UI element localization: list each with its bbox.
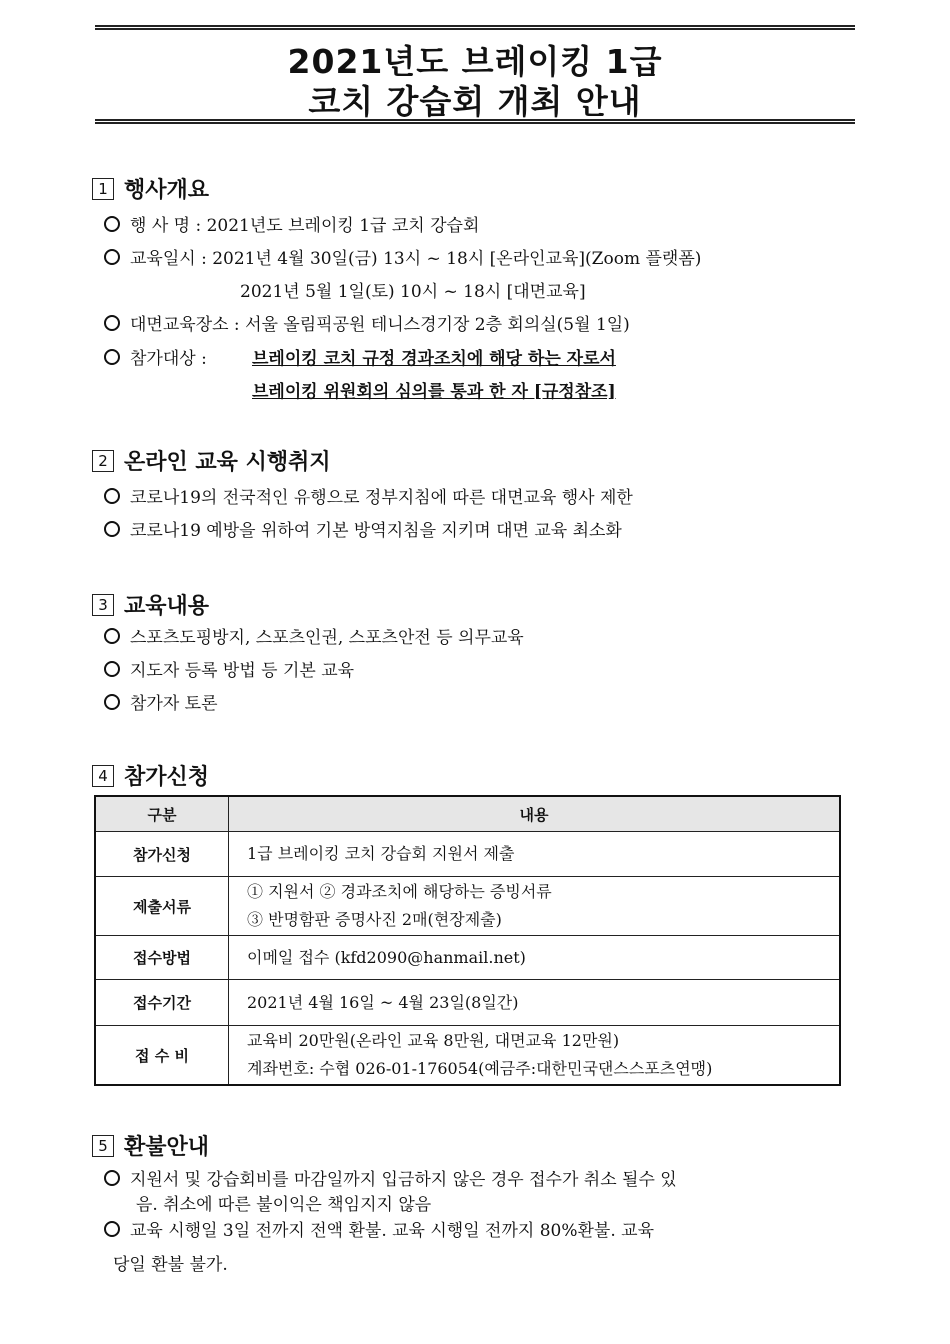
refund-item-1: 지원서 및 강습회비를 마감일까지 입금하지 않은 경우 접수가 취소 될수 있 [104, 1165, 677, 1190]
list-item: 코로나19 예방을 위하여 기본 방역지침을 지키며 대면 교육 최소화 [104, 516, 622, 541]
page-title-line2: 코치 강습회 개최 안내 [308, 82, 642, 121]
table-row [95, 936, 840, 980]
page-title-line1: 2021년도 브레이킹 1급 [287, 42, 663, 81]
table-cell-value: ① 지원서 ② 경과조치에 해당하는 증빙서류 ③ 반명함판 증명사진 2매(현장제출) [229, 877, 841, 936]
circle-bullet-icon [104, 1221, 120, 1237]
section3-heading [92, 589, 209, 620]
refund-item-2-cont: 당일 환불 불가. [113, 1255, 228, 1275]
event-name-line: 행 사 명 : 2021년도 브레이킹 1급 코치 강습회 [104, 211, 479, 236]
section5-title: 환불안내 [124, 1135, 210, 1160]
table-cell-key: 제출서류 [95, 877, 229, 936]
circle-bullet-icon [104, 349, 120, 365]
list-item: 참가자 토론 [104, 689, 218, 714]
refund-item-2: 교육 시행일 3일 전까지 전액 환불. 교육 시행일 전까지 80%환불. 교육 [104, 1216, 654, 1241]
list-item: 코로나19의 전국적인 유행으로 정부지침에 따른 대면교육 행사 제한 [104, 483, 633, 508]
section2-title: 온라인 교육 시행취지 [124, 450, 331, 475]
table-cell-key: 접수기간 [95, 980, 229, 1026]
venue-line: 대면교육장소 : 서울 올림픽공원 테니스경기장 2층 회의실(5월 1일) [104, 310, 630, 335]
circle-bullet-icon [104, 315, 120, 331]
table-row [95, 832, 840, 877]
table-header-content: 내용 [229, 796, 841, 832]
section4-title: 참가신청 [124, 765, 210, 790]
section1-number: 1 [92, 178, 114, 200]
schedule-line-1: 교육일시 : 2021년 4월 30일(금) 13시 ~ 18시 [온라인교육](Zoom 플랫폼) [104, 244, 701, 269]
title-box [95, 25, 855, 124]
table-row [95, 877, 840, 936]
section1-heading [92, 173, 209, 204]
circle-bullet-icon [104, 628, 120, 644]
table-header-category: 구분 [95, 796, 229, 832]
refund-item-1-cont: 음. 취소에 따른 불이익은 책임지지 않음 [136, 1195, 432, 1215]
table-cell-value: 이메일 접수 (kfd2090@hanmail.net) [229, 936, 841, 980]
target-line-1: 참가대상 : [104, 344, 207, 369]
table-cell-key: 접수방법 [95, 936, 229, 980]
circle-bullet-icon [104, 521, 120, 537]
schedule-line-2: 2021년 5월 1일(토) 10시 ~ 18시 [대면교육] [240, 282, 586, 302]
circle-bullet-icon [104, 694, 120, 710]
table-cell-value: 교육비 20만원(온라인 교육 8만원, 대면교육 12만원) 계좌번호: 수협 026-01-176054(예금주:대한민국댄스스포츠연맹) [229, 1026, 841, 1086]
list-item: 지도자 등록 방법 등 기본 교육 [104, 656, 354, 681]
section4-heading [92, 760, 209, 791]
table-cell-value: 1급 브레이킹 코치 강습회 지원서 제출 [229, 832, 841, 877]
circle-bullet-icon [104, 1170, 120, 1186]
target-text-2: 브레이킹 위원회의 심의를 통과 한 자 [규정참조] [252, 382, 616, 402]
table-cell-key: 참가신청 [95, 832, 229, 877]
application-table [94, 795, 841, 1086]
section2-number: 2 [92, 450, 114, 472]
section4-number: 4 [92, 765, 114, 787]
section5-number: 5 [92, 1135, 114, 1157]
table-header-row [95, 796, 840, 832]
target-text-1: 브레이킹 코치 규정 경과조치에 해당 하는 자로서 [252, 349, 616, 369]
list-item: 스포츠도핑방지, 스포츠인권, 스포츠안전 등 의무교육 [104, 623, 524, 648]
section1-title: 행사개요 [124, 178, 210, 203]
table-cell-key: 접 수 비 [95, 1026, 229, 1086]
section3-number: 3 [92, 594, 114, 616]
table-cell-value: 2021년 4월 16일 ~ 4월 23일(8일간) [229, 980, 841, 1026]
circle-bullet-icon [104, 249, 120, 265]
circle-bullet-icon [104, 216, 120, 232]
circle-bullet-icon [104, 488, 120, 504]
section5-heading [92, 1130, 209, 1161]
section3-title: 교육내용 [124, 594, 210, 619]
table-row [95, 980, 840, 1026]
section2-heading [92, 445, 331, 476]
table-row [95, 1026, 840, 1086]
circle-bullet-icon [104, 661, 120, 677]
